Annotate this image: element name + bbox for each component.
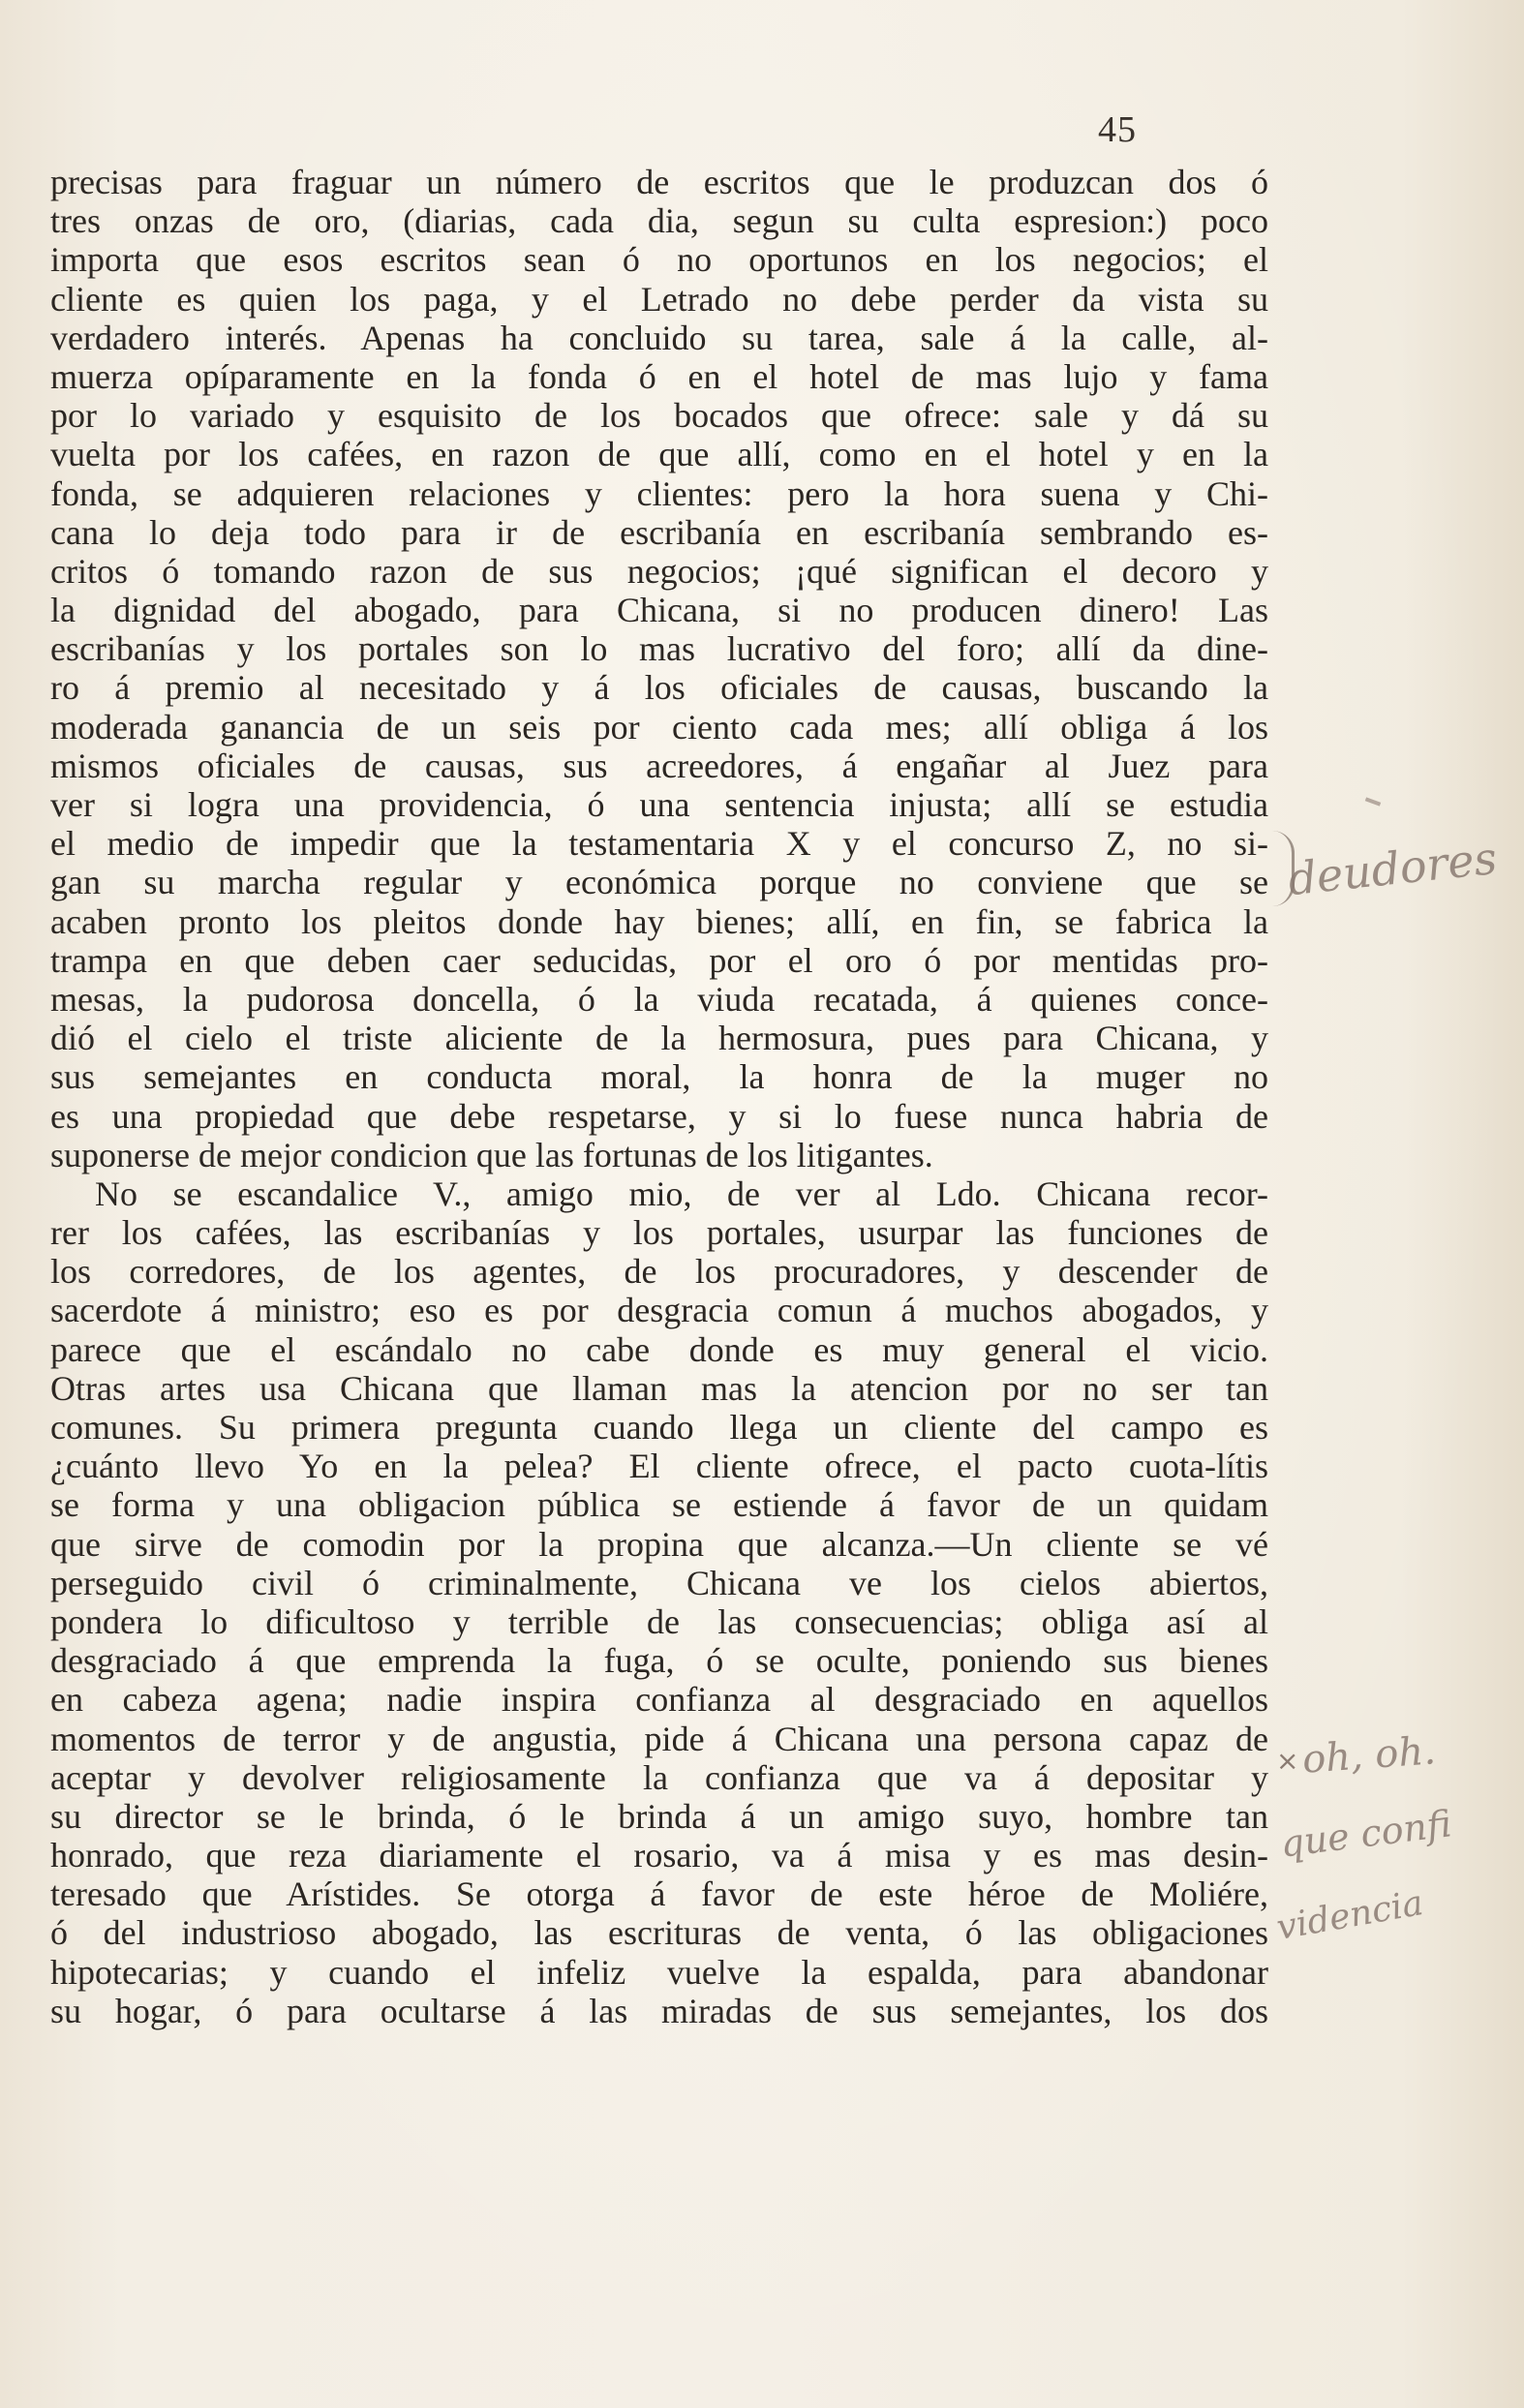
text-line: mesas, la pudorosa doncella, ó la viuda recatada, á quienes conce- [50, 979, 1268, 1019]
text-line: escribanías y los portales son lo mas lucrativo del foro; allí da dine- [50, 629, 1268, 669]
text-line: ¿cuánto llevo Yo en la pelea? El cliente ofrece, el pacto cuota-lítis [50, 1447, 1268, 1486]
page-number: 45 [1098, 109, 1137, 150]
text-line: momentos de terror y de angustia, pide á Chicana una persona capaz de [50, 1719, 1268, 1758]
margin-note-videncia: videncia [1273, 1883, 1426, 1948]
text-line: comunes. Su primera pregunta cuando llega un cliente del campo es [50, 1408, 1268, 1447]
text-line: dió el cielo el triste aliciente de la hermosura, pues para Chicana, y [50, 1019, 1268, 1058]
text-line: parece que el escándalo no cabe donde es muy general el vicio. [50, 1329, 1268, 1369]
text-line: honrado, que reza diariamente el rosario, va á misa y es mas desin- [50, 1836, 1268, 1875]
text-line: suponerse de mejor condicion que las fortunas de los litigantes. [50, 1135, 933, 1174]
text-line: es una propiedad que debe respetarse, y si lo fuese nunca habria de [50, 1096, 1268, 1136]
text-line: el medio de impedir que la testamentaria X y el concurso Z, no si- [50, 824, 1268, 864]
margin-note-confi: que confi [1277, 1802, 1454, 1866]
text-line: Otras artes usa Chicana que llaman mas la atencion por no ser tan [50, 1368, 1268, 1408]
text-line: desgraciado á que emprenda la fuga, ó se oculte, poniendo sus bienes [50, 1641, 1268, 1681]
text-line: mismos oficiales de causas, sus acreedores, á engañar al Juez para [50, 746, 1268, 785]
text-line: gan su marcha regular y económica porque no conviene que se [50, 863, 1268, 902]
text-line: ro á premio al necesitado y á los oficiales de causas, buscando la [50, 668, 1268, 708]
text-line: pondera lo dificultoso y terrible de las consecuencias; obliga así al [50, 1601, 1268, 1641]
text-line: los corredores, de los agentes, de los procuradores, y descender de [50, 1252, 1268, 1292]
text-line: ó del industrioso abogado, las escrituras de venta, ó las obligaciones [50, 1913, 1268, 1953]
body-text [50, 163, 1268, 2030]
text-line: sus semejantes en conducta moral, la honra de la muger no [50, 1057, 1268, 1097]
text-line: su hogar, ó para ocultarse á las miradas de sus semejantes, los dos [50, 1991, 1268, 2030]
text-line: sacerdote á ministro; eso es por desgracia comun á muchos abogados, y [50, 1291, 1268, 1330]
text-line: vuelta por los cafées, en razon de que allí, como en el hotel y en la [50, 435, 1268, 474]
text-line: perseguido civil ó criminalmente, Chicana ve los cielos abiertos, [50, 1563, 1268, 1602]
text-line: No se escandalice V., amigo mio, de ver al Ldo. Chicana recor- [95, 1174, 1268, 1213]
text-line: teresado que Arístides. Se otorga á favor de este héroe de Moliére, [50, 1875, 1268, 1914]
text-line: cliente es quien los paga, y el Letrado no debe perder da vista su [50, 279, 1268, 319]
margin-note-oh: oh, oh. [1300, 1728, 1438, 1783]
text-line: moderada ganancia de un seis por ciento cada mes; allí obliga á los [50, 707, 1268, 747]
text-line: hipotecarias; y cuando el infeliz vuelve la espalda, para abandonar [50, 1952, 1268, 1992]
text-line: tres onzas de oro, (diarias, cada dia, segun su culta espresion:) poco [50, 201, 1268, 241]
text-line: acaben pronto los pleitos donde hay bienes; allí, en fin, se fabrica la [50, 901, 1268, 941]
text-line: importa que esos escritos sean ó no oportunos en los negocios; el [50, 240, 1268, 280]
text-line: la dignidad del abogado, para Chicana, si no producen dinero! Las [50, 591, 1268, 630]
handwritten-cross-mark: × [1276, 1745, 1299, 1777]
handwritten-tick-mark [1365, 797, 1381, 806]
text-line: que sirve de comodin por la propina que alcanza.—Un cliente se vé [50, 1524, 1268, 1564]
text-line: muerza opíparamente en la fonda ó en el hotel de mas lujo y fama [50, 356, 1268, 396]
text-line: verdadero interés. Apenas ha concluido su tarea, sale á la calle, al- [50, 318, 1268, 357]
margin-note-deudores: deudores [1285, 831, 1500, 906]
text-line: aceptar y devolver religiosamente la confianza que va á depositar y [50, 1757, 1268, 1797]
text-line: fonda, se adquieren relaciones y clientes: pero la hora suena y Chi- [50, 473, 1268, 513]
text-line: por lo variado y esquisito de los bocados que ofrece: sale y dá su [50, 396, 1268, 436]
text-line: se forma y una obligacion pública se estiende á favor de un quidam [50, 1485, 1268, 1525]
text-line: ver si logra una providencia, ó una sentencia injusta; allí se estudia [50, 785, 1268, 824]
text-line: precisas para fraguar un número de escritos que le produzcan dos ó [50, 163, 1268, 201]
text-line: en cabeza agena; nadie inspira confianza al desgraciado en aquellos [50, 1680, 1268, 1720]
text-line: rer los cafées, las escribanías y los portales, usurpar las funciones de [50, 1213, 1268, 1253]
text-line: cana lo deja todo para ir de escribanía en escribanía sembrando es- [50, 512, 1268, 552]
text-line: su director se le brinda, ó le brinda á un amigo suyo, hombre tan [50, 1796, 1268, 1836]
text-line: trampa en que deben caer seducidas, por el oro ó por mentidas pro- [50, 940, 1268, 980]
text-line: critos ó tomando razon de sus negocios; ¡qué significan el decoro y [50, 551, 1268, 591]
